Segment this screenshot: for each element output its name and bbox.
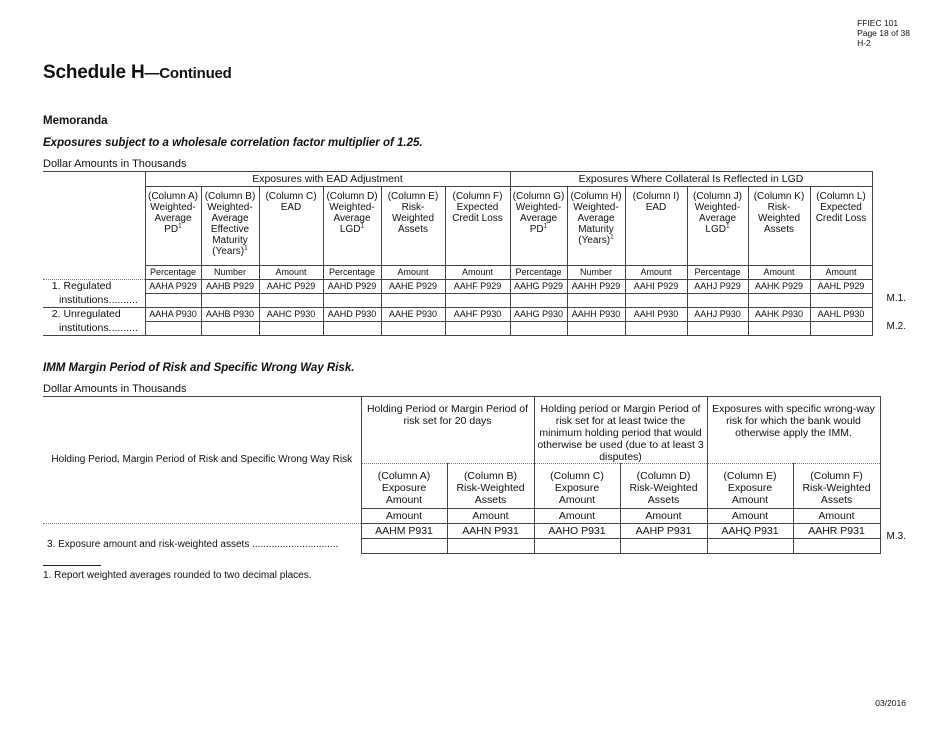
memoranda-heading: Memoranda [43, 115, 108, 127]
imm-row-header: Holding Period, Margin Period of Risk and Specific Wrong Way Risk [43, 397, 361, 524]
unit-label: Amount [447, 509, 534, 524]
column-header-4 [381, 187, 445, 266]
imm-column-header-2 [534, 464, 620, 509]
imm-column-header-5 [793, 464, 880, 509]
mdrm-code: AAHR P931 [793, 524, 880, 539]
amount-input-cell[interactable] [323, 294, 381, 308]
column-header-line: PD [529, 224, 544, 235]
column-header-line: (Column E) [723, 470, 777, 482]
amount-input-cell[interactable] [361, 539, 447, 554]
amount-input-cell[interactable] [707, 539, 793, 554]
column-header-10 [748, 187, 810, 266]
column-header-line: Assets [647, 494, 680, 506]
page-title: Schedule H—Continued [43, 62, 232, 83]
mdrm-code: AAHI P930 [625, 308, 687, 322]
column-header-line: Risk- [767, 202, 791, 213]
column-header-line: (Column J) [693, 191, 742, 202]
column-header-line: Assets [763, 224, 794, 235]
unit-label: Percentage [323, 266, 381, 280]
section1-dollar-note: Dollar Amounts in Thousands [43, 158, 187, 170]
column-header-line: Credit Loss [452, 213, 503, 224]
row-label-exposure-amount: 3. Exposure amount and risk-weighted assets ............................... [47, 538, 339, 550]
column-header-line: (Column K) [753, 191, 805, 202]
column-header-line: Exposure [727, 482, 773, 494]
column-header-line: Risk-Weighted [629, 482, 698, 494]
section-code: H-2 [857, 38, 871, 48]
mdrm-code: AAHO P931 [534, 524, 620, 539]
unit-label: Amount [381, 266, 445, 280]
wholesale-correlation-table [43, 171, 873, 336]
column-header-line: Amount [731, 494, 769, 506]
mdrm-code: AAHK P929 [748, 280, 810, 294]
amount-input-cell[interactable] [259, 322, 323, 336]
mdrm-code: AAHJ P930 [687, 308, 748, 322]
mdrm-code: AAHK P930 [748, 308, 810, 322]
table1-units-spacer [43, 266, 145, 280]
table1-header-spacer [43, 187, 145, 266]
mdrm-code: AAHD P930 [323, 308, 381, 322]
column-header-line: Credit Loss [815, 213, 867, 224]
column-header-1 [201, 187, 259, 266]
mdrm-code: AAHL P929 [810, 280, 872, 294]
column-header-3 [323, 187, 381, 266]
column-header-line: Amount [558, 494, 596, 506]
unit-label: Percentage [510, 266, 567, 280]
mdrm-code: AAHF P930 [445, 308, 510, 322]
column-header-line: Amount [385, 494, 423, 506]
footnote-rule [43, 565, 101, 566]
imm-column-header-1 [447, 464, 534, 509]
amount-input-cell[interactable] [201, 294, 259, 308]
amount-input-cell[interactable] [625, 322, 687, 336]
amount-input-cell[interactable] [445, 322, 510, 336]
column-header-11 [810, 187, 872, 266]
footnote-marker: 1 [178, 222, 182, 230]
unit-label: Number [201, 266, 259, 280]
row-label-regulated-cont: institutions.......... [43, 294, 145, 308]
table1-corner [43, 172, 145, 187]
column-header-line: LGD [339, 224, 361, 235]
mdrm-code: AAHF P929 [445, 280, 510, 294]
mdrm-code: AAHD P929 [323, 280, 381, 294]
column-header-line: (Column D) [326, 191, 378, 202]
column-header-line: Effective [210, 224, 250, 235]
column-header-line: Expected [820, 202, 862, 213]
mdrm-code: AAHI P929 [625, 280, 687, 294]
page-number: Page 18 of 38 [857, 28, 910, 38]
mdrm-code: AAHL P930 [810, 308, 872, 322]
revision-date: 03/2016 [875, 698, 906, 708]
column-header-line: (Column I) [632, 191, 680, 202]
form-header [857, 18, 910, 48]
unit-label: Amount [810, 266, 872, 280]
column-header-line: Weighted [391, 213, 435, 224]
mdrm-code: AAHJ P929 [687, 280, 748, 294]
column-header-line: Assets [474, 494, 507, 506]
unit-label: Amount [361, 509, 447, 524]
amount-input-cell[interactable] [381, 294, 445, 308]
amount-input-cell[interactable] [510, 322, 567, 336]
column-header-line: Exposure [381, 482, 427, 494]
amount-input-cell[interactable] [567, 294, 625, 308]
mdrm-code: AAHE P930 [381, 308, 445, 322]
footnote-marker: 1 [244, 244, 248, 252]
column-header-line: LGD [705, 224, 726, 235]
row-label-unregulated: 2. Unregulated [51, 308, 121, 320]
group-ead-adjustment: Exposures with EAD Adjustment [145, 172, 510, 187]
amount-input-cell[interactable] [810, 322, 872, 336]
amount-input-cell[interactable] [748, 322, 810, 336]
column-header-line: EAD [645, 202, 667, 213]
column-header-line: Expected [456, 202, 499, 213]
mdrm-code: AAHC P929 [259, 280, 323, 294]
amount-input-cell[interactable] [145, 322, 201, 336]
amount-input-cell[interactable] [810, 294, 872, 308]
column-header-7 [567, 187, 625, 266]
column-header-line: Weighted- [207, 202, 253, 213]
column-header-0 [145, 187, 201, 266]
column-header-9 [687, 187, 748, 266]
amount-input-cell[interactable] [793, 539, 880, 554]
column-header-line: Average [333, 213, 371, 224]
column-header-line: (Column D) [636, 470, 691, 482]
column-header-line: Weighted- [515, 202, 562, 213]
column-header-line: (Column H) [570, 191, 622, 202]
section1-subtitle: Exposures subject to a wholesale correlation factor multiplier of 1.25. [43, 137, 423, 149]
unit-label: Amount [445, 266, 510, 280]
form-number: FFIEC 101 [857, 18, 899, 28]
column-header-line: (Column G) [512, 191, 565, 202]
mdrm-code: AAHN P931 [447, 524, 534, 539]
amount-input-cell[interactable] [323, 322, 381, 336]
column-header-line: Average [519, 213, 558, 224]
column-header-5 [445, 187, 510, 266]
group-20-days: Holding Period or Margin Period of risk set for 20 days [361, 397, 534, 464]
row-label-regulated: 1. Regulated [43, 280, 145, 294]
amount-input-cell[interactable] [447, 539, 534, 554]
unit-label: Amount [625, 266, 687, 280]
mdrm-code: AAHA P930 [145, 308, 201, 322]
amount-input-cell[interactable] [687, 322, 748, 336]
mdrm-code: AAHE P929 [381, 280, 445, 294]
amount-input-cell[interactable] [445, 294, 510, 308]
mdrm-code: AAHB P929 [201, 280, 259, 294]
unit-label: Amount [707, 509, 793, 524]
amount-input-cell[interactable] [625, 294, 687, 308]
mdrm-code: AAHG P930 [510, 308, 567, 322]
footnote-marker: 1 [725, 222, 730, 230]
column-header-line: Weighted- [329, 202, 375, 213]
unit-label: Amount [620, 509, 707, 524]
unit-label: Amount [748, 266, 810, 280]
footnote-marker: 1 [360, 222, 365, 230]
group-collateral-lgd: Exposures Where Collateral Is Reflected in LGD [510, 172, 872, 187]
amount-input-cell[interactable] [620, 539, 707, 554]
column-header-line: Risk-Weighted [456, 482, 525, 494]
section2-subtitle: IMM Margin Period of Risk and Specific Wrong Way Risk. [43, 362, 355, 374]
amount-input-cell[interactable] [748, 294, 810, 308]
column-header-line: (Column C) [550, 470, 604, 482]
column-header-line: (Column A) [147, 191, 198, 202]
column-header-line: (Years) [578, 235, 611, 246]
column-header-line: EAD [280, 202, 302, 213]
imm-margin-table [43, 396, 881, 554]
mdrm-code: AAHP P931 [620, 524, 707, 539]
mdrm-code: AAHA P929 [145, 280, 201, 294]
column-header-line: Average PD [154, 213, 192, 235]
column-header-line: (Column L) [816, 191, 866, 202]
unit-label: Amount [793, 509, 880, 524]
row-label-unregulated-cont: institutions.......... [43, 322, 145, 336]
mdrm-code: AAHH P930 [567, 308, 625, 322]
column-header-line: (Column E) [387, 191, 439, 202]
amount-input-cell[interactable] [687, 294, 748, 308]
imm-row-spacer [43, 524, 361, 539]
column-header-line: Risk-Weighted [802, 482, 871, 494]
column-header-8 [625, 187, 687, 266]
unit-label: Number [567, 266, 625, 280]
column-header-line: (Column F) [810, 470, 863, 482]
column-header-line: Assets [397, 224, 428, 235]
column-header-line: (Column A) [377, 470, 431, 482]
column-header-line: Weighted- [694, 202, 741, 213]
column-header-line: Average [211, 213, 249, 224]
column-header-line: Maturity [212, 235, 248, 246]
footnote: 1. Report weighted averages rounded to two decimal places. [43, 570, 312, 581]
imm-column-header-3 [620, 464, 707, 509]
column-header-line: (Column F) [452, 191, 503, 202]
mdrm-code: AAHC P930 [259, 308, 323, 322]
amount-input-cell[interactable] [567, 322, 625, 336]
column-header-2 [259, 187, 323, 266]
group-twice-holding: Holding period or Margin Period of risk set for at least twice the minimum holding period that would otherwise be used (due to at least 3 disputes) [534, 397, 707, 464]
amount-input-cell[interactable] [510, 294, 567, 308]
mdrm-code: AAHH P929 [567, 280, 625, 294]
amount-input-cell[interactable] [381, 322, 445, 336]
ref-m1: M.1. [886, 293, 906, 304]
unit-label: Percentage [687, 266, 748, 280]
section2-dollar-note: Dollar Amounts in Thousands [43, 383, 187, 395]
imm-column-header-4 [707, 464, 793, 509]
column-header-line: Risk- [401, 202, 425, 213]
mdrm-code: AAHM P931 [361, 524, 447, 539]
column-header-line: Weighted- [150, 202, 196, 213]
column-header-line: Weighted- [573, 202, 619, 213]
unit-label: Amount [534, 509, 620, 524]
column-header-6 [510, 187, 567, 266]
mdrm-code: AAHQ P931 [707, 524, 793, 539]
footnote-marker: 1 [610, 233, 614, 241]
column-header-line: (Column B) [463, 470, 518, 482]
amount-input-cell[interactable] [201, 322, 259, 336]
unit-label: Amount [259, 266, 323, 280]
column-header-line: Maturity [578, 224, 614, 235]
column-header-line: Average [698, 213, 737, 224]
column-header-line: Weighted [757, 213, 801, 224]
group-wrong-way: Exposures with specific wrong-way risk for which the bank would otherwise apply the IMM. [707, 397, 880, 464]
column-header-line: (Years) [212, 246, 245, 257]
mdrm-code: AAHG P929 [510, 280, 567, 294]
amount-input-cell[interactable] [259, 294, 323, 308]
ref-m3: M.3. [886, 531, 906, 542]
column-header-line: Average [577, 213, 615, 224]
amount-input-cell[interactable] [534, 539, 620, 554]
column-header-line: (Column B) [204, 191, 256, 202]
footnote-marker: 1 [543, 222, 548, 230]
amount-input-cell[interactable] [145, 294, 201, 308]
imm-column-header-0 [361, 464, 447, 509]
mdrm-code: AAHB P930 [201, 308, 259, 322]
column-header-line: Assets [820, 494, 853, 506]
unit-label: Percentage [145, 266, 201, 280]
column-header-line: (Column C) [265, 191, 317, 202]
column-header-line: Exposure [554, 482, 600, 494]
ref-m2: M.2. [886, 321, 906, 332]
